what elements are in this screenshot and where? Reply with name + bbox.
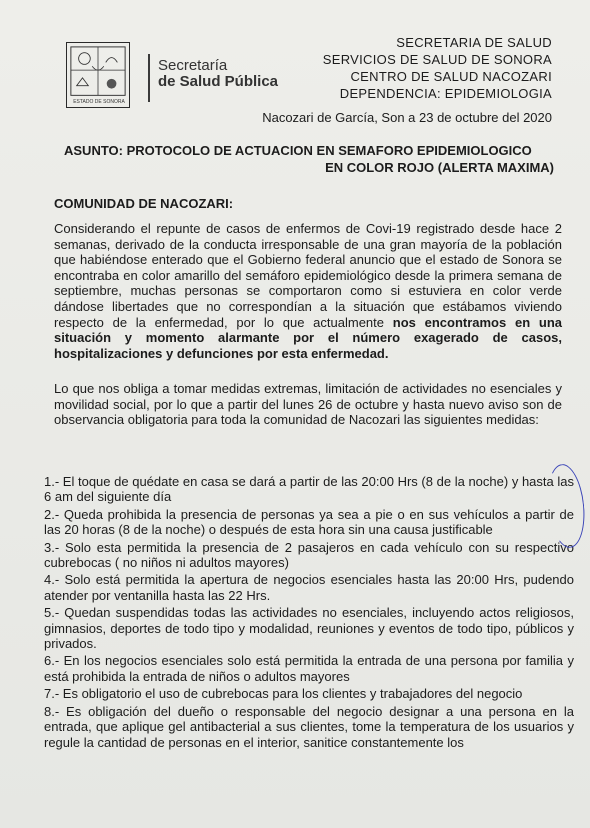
measure-item: 3.- Solo esta permitida la presencia de 2 pasajeros en cada vehículo con su respectivo cubrebocas ( no niños ni adultos mayores) (44, 539, 574, 571)
measures-list (44, 474, 574, 752)
measure-item: 7.- Es obligatorio el uso de cubrebocas para los clientes y trabajadores del negocio (44, 686, 523, 702)
seal-emblem-icon (67, 43, 129, 107)
measure-item: 5.- Quedan suspendidas todas las actividades no esenciales, incluyendo actos religiosos, gimnasios, deportes de todo tipo y modalidad, reuniones y eventos de todo tipo, públicos y privados. (44, 605, 574, 652)
place-date: Nacozari de García, Son a 23 de octubre del 2020 (262, 110, 552, 125)
logo-divider (148, 54, 150, 102)
issuer-block (323, 34, 552, 102)
subject-line-1: ASUNTO: PROTOCOLO DE ACTUACION EN SEMAFORO EPIDEMIOLOGICO (64, 143, 532, 158)
intro-paragraph (54, 221, 562, 361)
logo-line-2: de Salud Pública (158, 73, 279, 90)
ministry-logo-text (158, 58, 278, 90)
measures-intro-paragraph: Lo que nos obliga a tomar medidas extremas, limitación de actividades no esenciales y movilidad social, por lo que a partir del lunes 26 de octubre y hasta nuevo aviso son de observancia obligatoria para toda la comunidad de Nacozari las siguientes medidas: (54, 381, 562, 428)
seal-caption: ESTADO DE SONORA (73, 99, 125, 105)
measure-item: 1.- El toque de quédate en casa se dará a partir de las 20:00 Hrs (8 de la noche) y hasta las 6 am del siguiente día (44, 474, 574, 505)
issuer-line: SERVICIOS DE SALUD DE SONORA (322, 52, 552, 67)
intro-text: Considerando el repunte de casos de enfermos de Covi-19 registrado desde hace 2 semanas, derivado de la conducta irresponsable de una gran mayoría de la población que habiéndose enterado que el Gobierno federal anuncio que el estado de Sonora se encontraba en color amarillo del semáforo epidemiológico desde la primera semana de septiembre, muchas personas se comportaron como si estuviera en color verde dándose libertades que no correspondían a la situación que estábamos viviendo respecto de la enfermedad, por lo que actualmente (54, 221, 562, 330)
subject-heading (64, 142, 554, 176)
measure-item: 6.- En los negocios esenciales solo está permitida la entrada de una persona por familia y está prohibida la entrada de niños o adultos mayores (44, 653, 574, 684)
issuer-line: SECRETARIA DE SALUD (396, 35, 552, 50)
issuer-line: CENTRO DE SALUD NACOZARI (350, 69, 552, 84)
intro-bold-text: nos encontramos en una situación y momento alarmante por el número exagerado de casos, hospitalizaciones y defunciones por esta enfermedad. (54, 314, 562, 361)
logo-line-1: Secretaría (158, 57, 228, 74)
issuer-line: DEPENDENCIA: EPIDEMIOLOGIA (339, 86, 552, 101)
measure-item: 4.- Solo está permitida la apertura de negocios esenciales hasta las 20:00 Hrs, pudendo atender por ventanilla hasta las 22 Hrs. (44, 572, 574, 603)
salutation: COMUNIDAD DE NACOZARI: (54, 196, 234, 211)
measure-item: 2.- Queda prohibida la presencia de personas ya sea a pie o en sus vehículos a partir de las 20 horas (8 de la noche) o después de esta hora sin una causa justificable (44, 506, 574, 538)
measure-item: 8.- Es obligación del dueño o responsable del negocio designar a una persona en la entrada, que aplique gel antibacterial a sus clientes, tome la temperatura de los usuarios y regule la cantidad de personas en el interior, sanitice constantemente los (44, 703, 574, 750)
subject-line-2: EN COLOR ROJO (ALERTA MAXIMA) (325, 160, 554, 175)
